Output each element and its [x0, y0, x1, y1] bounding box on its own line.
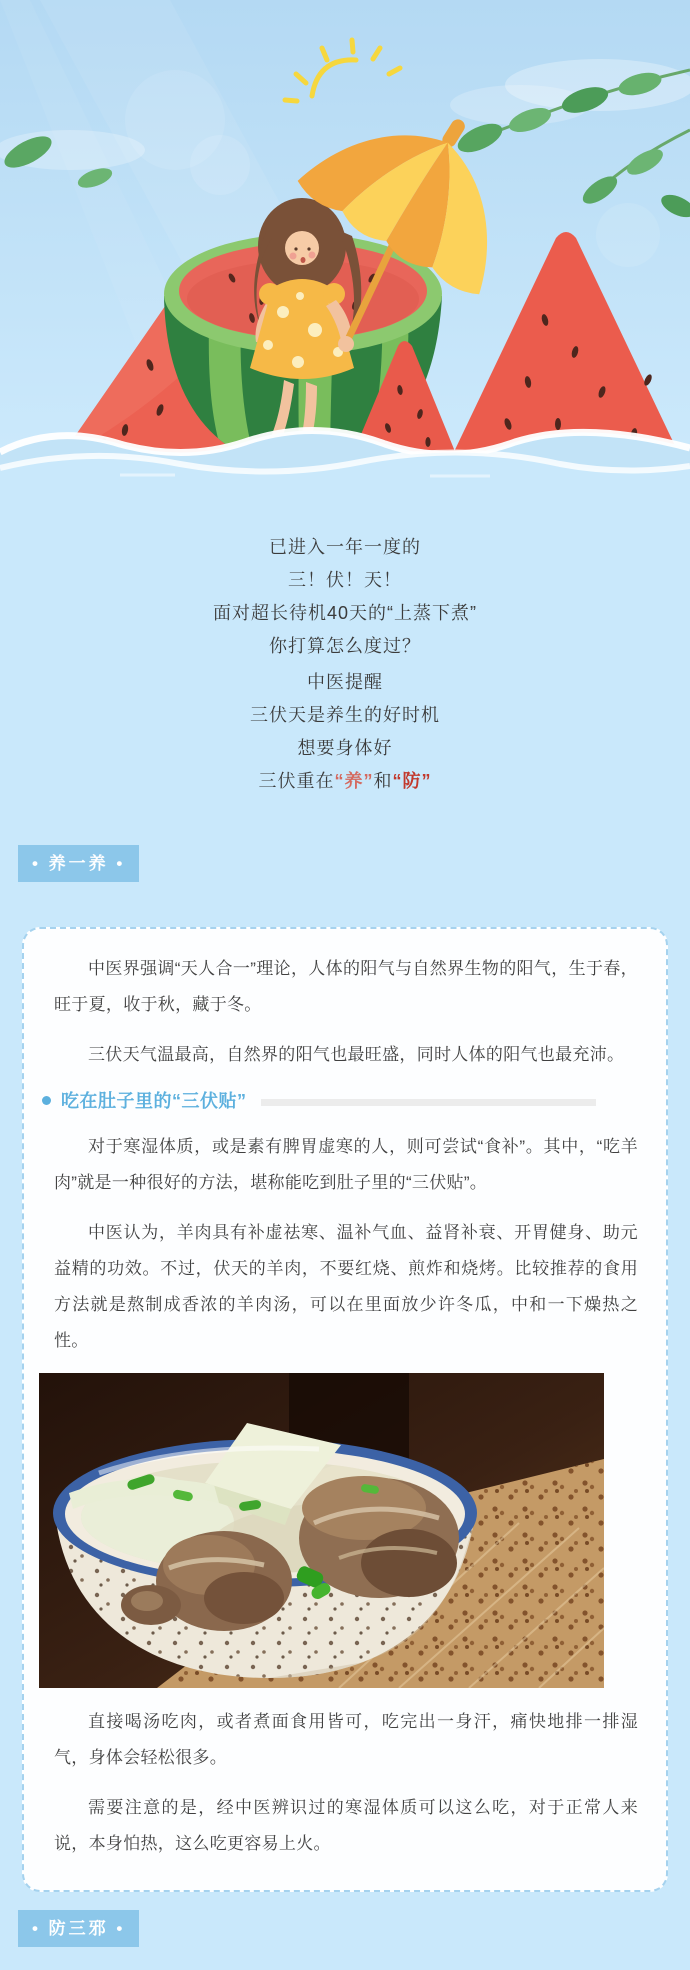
accent-prefix: 三伏重在: [258, 771, 335, 791]
intro-accent-line: [0, 772, 690, 790]
hero-illustration[interactable]: [0, 0, 690, 480]
intro-stanza-1: [0, 538, 690, 655]
intro-stanza-2: [0, 673, 690, 790]
accent-fang: “防”: [392, 771, 432, 791]
paragraph: 中医认为，羊肉具有补虚祛寒、温补气血、益肾补衰、开胃健身、助元益精的功效。不过，伏天的羊肉，不要红烧、煎炸和烧烤。比较推荐的食用方法就是熬制成香浓的羊肉汤，可以在里面放少许冬瓜，中和一下燥热之性。: [54, 1223, 638, 1350]
bullet-dot-icon: [42, 1096, 51, 1105]
soup-photo[interactable]: [39, 1373, 604, 1688]
intro-line: 中医提醒: [307, 672, 383, 692]
paragraph: 直接喝汤吃肉，或者煮面食用皆可，吃完出一身汗，痛快地排一排湿气，身体会轻松很多。: [54, 1712, 638, 1767]
section-badge-fang: • 防三邪 •: [18, 1910, 139, 1947]
bokeh-circle: [596, 203, 660, 267]
intro-line: 面对超长待机40天的“上蒸下煮”: [212, 603, 477, 623]
waves: [0, 430, 690, 480]
subheading-text: 吃在肚子里的“三伏贴”: [61, 1091, 247, 1111]
accent-yang: “养”: [334, 771, 374, 791]
paragraph: 中医界强调“天人合一”理论，人体的阳气与自然界生物的阳气，生于春，旺于夏，收于秋，藏于冬。: [54, 959, 638, 1014]
paragraph: 对于寒湿体质，或是素有脾胃虚寒的人，则可尝试“食补”。其中，“吃羊肉”就是一种很好的方法，堪称能吃到肚子里的“三伏贴”。: [54, 1137, 638, 1192]
girl-hand: [338, 336, 354, 352]
intro-line: 三伏天是养生的好时机: [250, 705, 440, 725]
intro-line: 三！伏！天！: [288, 570, 402, 590]
intro-line: 已进入一年一度的: [269, 537, 421, 557]
intro-line: 你打算怎么度过？: [269, 636, 421, 656]
intro-line: 想要身体好: [297, 738, 393, 758]
paragraph: 需要注意的是，经中医辨识过的寒湿体质可以这么吃，对于正常人来说，本身怕热，这么吃更容易上火。: [54, 1798, 638, 1853]
bokeh-circle: [190, 135, 250, 195]
paragraph: 三伏天气温最高，自然界的阳气也最旺盛，同时人体的阳气也最充沛。: [88, 1045, 625, 1064]
subheading-rule: [261, 1099, 596, 1106]
accent-middle: 和: [373, 771, 393, 791]
content-card: [22, 927, 668, 1892]
section-badge-yang: • 养一养 •: [18, 845, 139, 882]
intro-text: [0, 480, 690, 790]
subheading-sanfutie: [42, 1087, 638, 1113]
